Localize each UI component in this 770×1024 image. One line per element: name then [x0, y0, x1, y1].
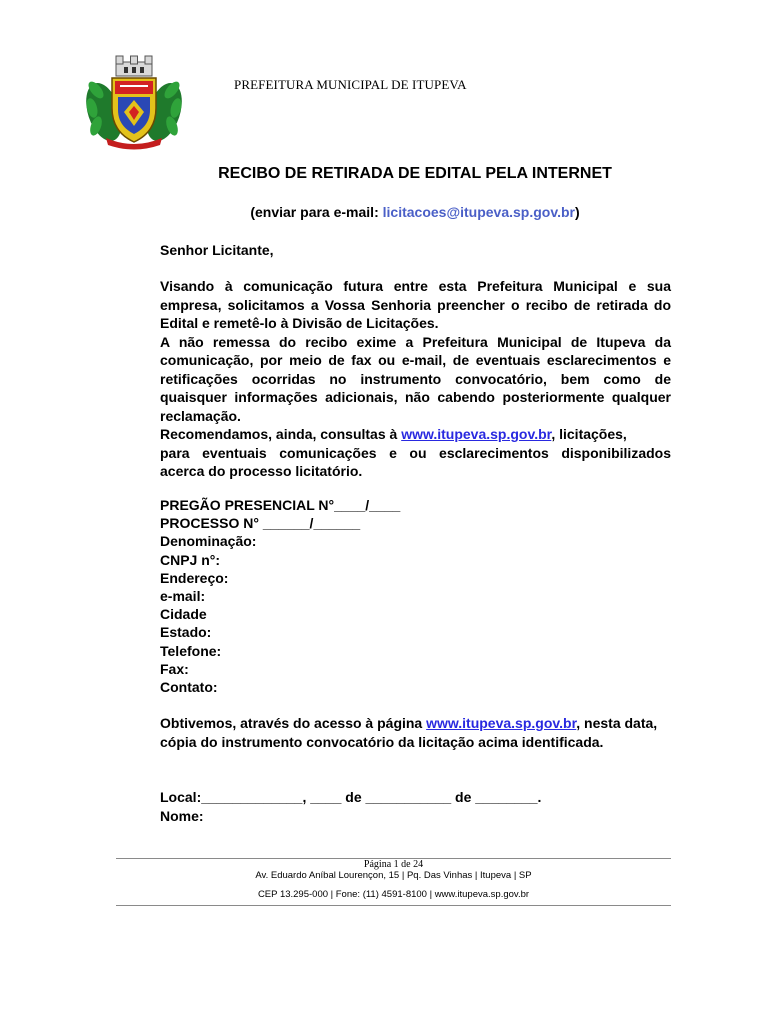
form-field-cnpj: CNPJ n°: [160, 551, 221, 568]
recommend-prefix: Recomendamos, ainda, consultas à [160, 426, 402, 442]
recommend-line: acerca do processo licitatório. [160, 463, 363, 479]
receipt-form [160, 496, 671, 696]
email-link[interactable]: licitacoes@itupeva.sp.gov.br [382, 204, 575, 220]
form-field-denominacao: Denominação: [160, 533, 257, 550]
header-title: PREFEITURA MUNICIPAL DE ITUPEVA [234, 77, 467, 92]
recommend-line [160, 425, 671, 444]
form-field-processo: PROCESSO N° ______/______ [160, 515, 361, 532]
body-line: retificações ocorridas no instrumento convocatório, bem como de [160, 370, 671, 387]
form-field-email: e-mail: [160, 588, 206, 605]
obtained-line [160, 714, 671, 733]
form-field-fax: Fax: [160, 660, 189, 677]
footer-address: Av. Eduardo Aníbal Lourençon, 15 | Pq. Das Vinhas | Itupeva | SP [255, 870, 532, 881]
footer-contact: CEP 13.295-000 | Fone: (11) 4591-8100 | www.itupeva.sp.gov.br [257, 889, 530, 900]
form-field-pregao: PREGÃO PRESENCIAL N°____/____ [160, 497, 401, 513]
website-link[interactable]: www.itupeva.sp.gov.br [426, 715, 577, 731]
document-title: RECIBO DE RETIRADA DE EDITAL PELA INTERNET [218, 165, 612, 182]
body-line: quaisquer informações adicionais, não cabendo posteriormente qualquer [160, 389, 671, 405]
page-number: Página 1 de 24 [363, 859, 424, 870]
greeting: Senhor Licitante, [160, 242, 274, 258]
obtained-paragraph [160, 714, 671, 751]
email-instruction [0, 204, 770, 220]
recommend-suffix: , licitações, [551, 426, 627, 442]
form-field-estado: Estado: [160, 624, 212, 641]
body-line: comunicação, por meio de fax ou e-mail, de eventuais esclarecimentos e [160, 352, 671, 368]
obtained-prefix: Obtivemos, através do acesso à página [160, 715, 427, 731]
form-field-cidade: Cidade [160, 606, 207, 623]
name-line: Nome: [160, 807, 204, 824]
municipal-coat-of-arms-icon [82, 50, 186, 152]
footer-divider [116, 905, 671, 906]
form-field-telefone: Telefone: [160, 642, 222, 659]
body-line: Visando à comunicação futura entre esta Prefeitura Municipal e sua [160, 278, 671, 294]
signature-block [160, 788, 671, 825]
local-date-line: Local:_____________, ____ de ___________ de ________. [160, 789, 542, 805]
body-line: empresa, solicitamos a Vossa Senhoria preencher o recibo de retirada do [160, 296, 671, 313]
form-field-contato: Contato: [160, 679, 218, 696]
obtained-suffix: , nesta data, [576, 715, 658, 731]
body-line: reclamação. [160, 407, 241, 424]
form-field-endereco: Endereço: [160, 569, 229, 586]
body-paragraph [160, 277, 671, 481]
body-line: Edital e remetê-lo à Divisão de Licitações. [160, 315, 439, 331]
obtained-line: cópia do instrumento convocatório da licitação acima identificada. [160, 733, 604, 750]
email-prefix: (enviar para e-mail: [250, 204, 383, 220]
website-link[interactable]: www.itupeva.sp.gov.br [401, 426, 552, 442]
email-suffix: ) [574, 204, 580, 220]
body-line: A não remessa do recibo exime a Prefeitura Municipal de Itupeva da [160, 333, 671, 350]
recommend-line: para eventuais comunicações e ou esclarecimentos disponibilizados [160, 444, 671, 461]
